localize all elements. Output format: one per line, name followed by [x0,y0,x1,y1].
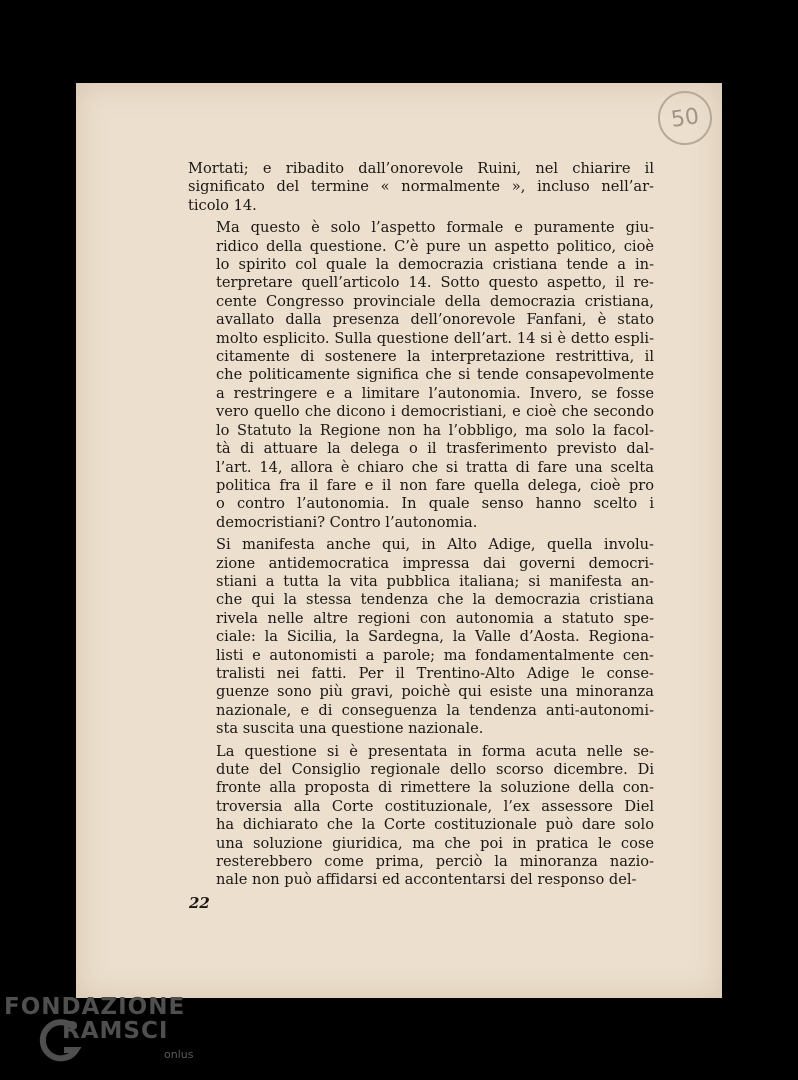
text-line: stiani a tutta la vita pubblica italiana; si manifesta an- [216,572,654,590]
text-line: vero quello che dicono i democristiani, e cioè che secondo [216,403,654,421]
text-line: o contro l’autonomia. In quale senso hanno scelto i [216,495,654,513]
text-line: democristiani? Contro l’autonomia. [216,513,478,531]
text-line: ha dichiarato che la Corte costituzionale può dare solo [216,816,654,834]
text-line: rivela nelle altre regioni con autonomia a statuto spe- [216,609,654,627]
paragraph [188,743,654,890]
text-line: La questione si è presentata in forma acuta nelle se- [216,742,654,760]
text-line: Ma questo è solo l’aspetto formale e puramente giu- [216,219,654,237]
logo-subtitle: onlus [164,1048,194,1061]
text-line: nale non può affidarsi ed accontentarsi del responso del- [216,871,637,889]
text-line: lo Statuto la Regione non ha l’obbligo, ma solo la facol- [216,421,654,439]
text-line: tà di attuare la delega o il trasferimento previsto dal- [216,440,654,458]
text-line: terpretare quell’articolo 14. Sotto questo aspetto, il re- [216,274,654,292]
text-line: lo spirito col quale la democrazia cristiana tende a in- [216,256,654,274]
text-line: nazionale, e di conseguenza la tendenza anti-autonomi- [216,701,654,719]
text-line: zione antidemocratica impressa dai governi democri- [216,554,654,572]
text-line: Mortati; e ribadito dall’onorevole Ruini, nel chiarire il [188,160,654,177]
text-line: molto esplicito. Sulla questione dell’art. 14 si è detto espli- [216,329,654,347]
text-line: tralisti nei fatti. Per il Trentino-Alto Adige le conse- [216,664,654,682]
text-line: avallato dalla presenza dell’onorevole Fanfani, è stato [216,311,654,329]
paragraph [188,536,654,738]
logo-line-2: RAMSCI [62,1018,169,1044]
document-page [76,83,722,998]
text-line: guenze sono più gravi, poichè qui esiste una minoranza [216,683,654,701]
text-line: dute del Consiglio regionale dello scorso dicembre. Di [216,761,654,778]
text-line: l’art. 14, allora è chiaro che si tratta di fare una scelta [216,458,654,476]
text-line: ciale: la Sicilia, la Sardegna, la Valle d’Aosta. Regiona- [216,628,654,646]
archive-stamp: 50 [655,88,716,149]
text-line: significato del termine « normalmente », incluso nell’ar- [188,178,654,196]
page-number: 22 [189,894,210,912]
body-text [188,160,654,894]
text-line: resterebbero come prima, perciò la minoranza nazio- [216,853,654,871]
text-line: ticolo 14. [188,196,257,214]
text-line: cente Congresso provinciale della democrazia cristiana, [216,292,654,310]
text-line: a restringere e a limitare l’autonomia. Invero, se fosse [216,384,654,402]
text-line: che qui la stessa tendenza che la democrazia cristiana [216,591,654,609]
text-line: citamente di sostenere la interpretazione restrittiva, il [216,348,654,366]
text-line: listi e autonomisti a parole; ma fondamentalmente cen- [216,646,654,664]
paragraph [188,160,654,215]
text-line: sta suscita una questione nazionale. [216,720,484,738]
text-line: che politicamente significa che si tende consapevolmente [216,366,654,384]
text-line: una soluzione giuridica, ma che poi in pratica le cose [216,834,654,852]
text-line: politica fra il fare e il non fare quella delega, cioè pro [216,476,654,494]
logo-line-1: FONDAZIONE [4,994,186,1020]
text-line: Si manifesta anche qui, in Alto Adige, quella involu- [216,536,654,554]
text-line: ridico della questione. C’è pure un aspetto politico, cioè [216,237,654,255]
text-line: fronte alla proposta di rimettere la soluzione della con- [216,779,654,797]
fondazione-gramsci-logo [4,994,204,1074]
text-line: troversia alla Corte costituzionale, l’ex assessore Diel [216,797,654,815]
paragraph [188,219,654,532]
